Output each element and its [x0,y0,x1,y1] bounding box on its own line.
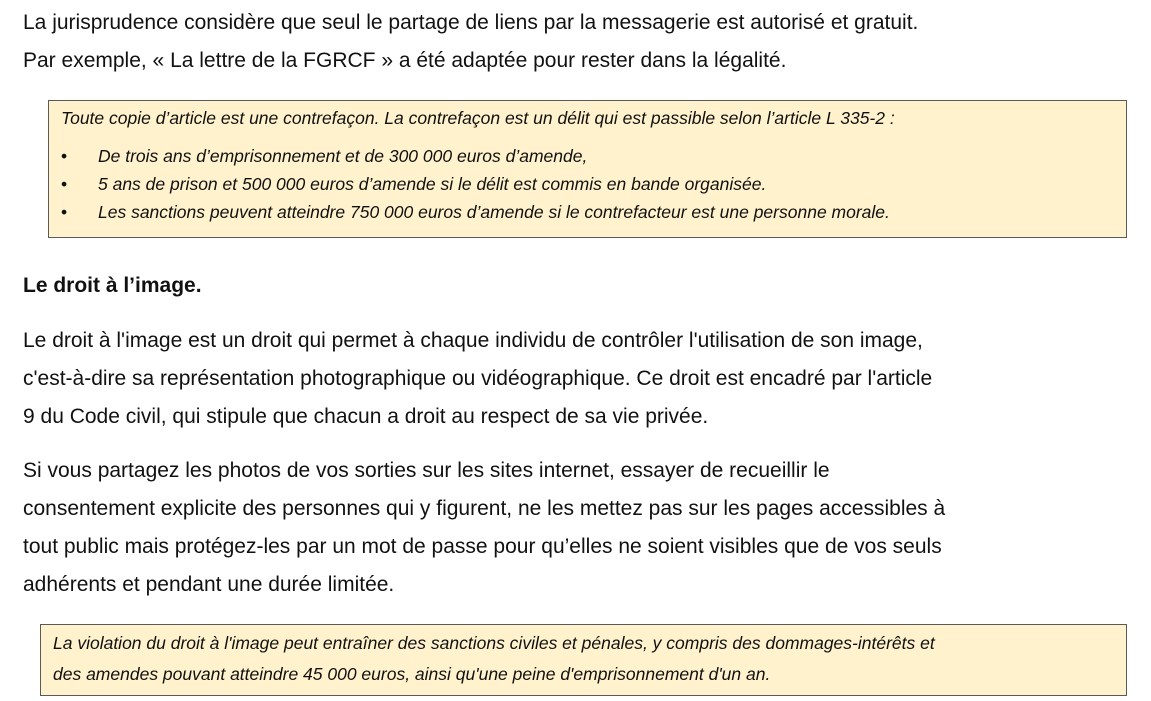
paragraph-line: 9 du Code civil, qui stipule que chacun a droit au respect de sa vie privée. [23,405,709,428]
bullet-icon: • [61,146,68,166]
copyright-note-box [48,100,1127,238]
intro-line: Par exemple, « La lettre de la FGRCF » a été adaptée pour rester dans la légalité. [23,49,787,72]
violation-note-box [40,624,1127,696]
list-item-text: De trois ans d’emprisonnement et de 300 000 euros d’amende, [98,146,588,166]
list-item [61,142,1114,170]
paragraph-line: tout public mais protégez-les par un mot de passe pour qu’elles ne soient visibles que de vos seuls [23,535,942,558]
list-item-text: 5 ans de prison et 500 000 euros d’amende si le délit est commis en bande organisée. [98,174,767,194]
paragraph-line: Si vous partagez les photos de vos sorties sur les sites internet, essayer de recueillir le [23,459,830,482]
image-rights-paragraph-2 [23,452,1123,604]
section-heading: Le droit à l’image. [23,274,202,297]
copyright-note-intro: Toute copie d’article est une contrefaçon. La contrefaçon est un délit qui est passible selon l’article L 335-2 : [61,108,895,128]
intro-paragraph [23,4,1123,80]
intro-line: La jurisprudence considère que seul le partage de liens par la messagerie est autorisé et gratuit. [23,11,919,34]
violation-note-line: des amendes pouvant atteindre 45 000 euros, ainsi qu'une peine d'emprisonnement d'un an. [53,664,771,684]
list-item [61,170,1114,198]
list-item-text: Les sanctions peuvent atteindre 750 000 euros d’amende si le contrefacteur est une personne morale. [98,202,890,222]
sanctions-list [61,142,1114,226]
bullet-icon: • [61,174,68,194]
list-item [61,198,1114,226]
image-rights-paragraph-1 [23,322,1123,436]
bullet-icon: • [61,202,68,222]
paragraph-line: c'est-à-dire sa représentation photographique ou vidéographique. Ce droit est encadré par l'article [23,367,933,390]
paragraph-line: consentement explicite des personnes qui y figurent, ne les mettez pas sur les pages accessibles à [23,497,946,520]
violation-note-line: La violation du droit à l'image peut entraîner des sanctions civiles et pénales, y compris des dommages-intérêts et [53,633,935,653]
paragraph-line: adhérents et pendant une durée limitée. [23,573,395,596]
paragraph-line: Le droit à l'image est un droit qui permet à chaque individu de contrôler l'utilisation de son image, [23,329,923,352]
